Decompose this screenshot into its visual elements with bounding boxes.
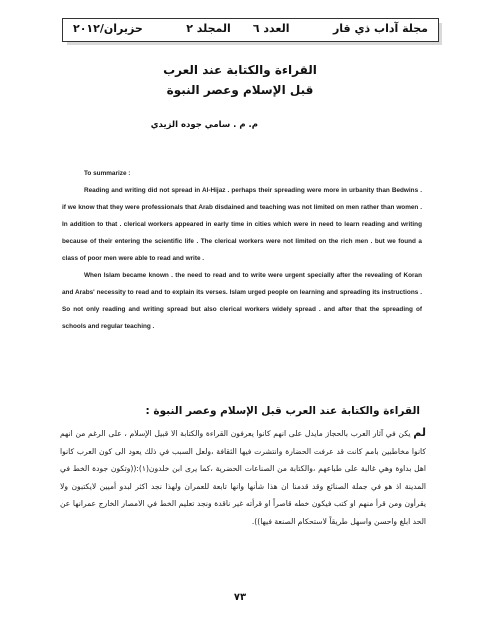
journal-name: مجلة آداب ذي قار bbox=[332, 22, 428, 35]
paper-title bbox=[0, 60, 480, 100]
page-number: ٧٣ bbox=[233, 592, 247, 603]
summary-paragraph-2: When Islam became known . the need to read and to write were urgent specially after the revealing of Koran and Arabs' necessity to read and to explain its verses. Islam urged people on learning and spreading its instructions . So not only reading and writing spread but also clerical workers widely spread . and after that the spreading of schools and regular teaching . bbox=[62, 272, 422, 330]
arabic-paragraph: يكن في آثار العرب بالحجاز مايدل على انهم كانوا يعرفون القراءة والكتابة الا قبيل الإسلام ، على الرغم من انهم كانوا مخاطبين بامم كانت قد عرفت الحضارة وانتشرت فيها الثقافة ،ولعل السبب في ذلك يعود الى كون العرب كانوا اهل بداوة وهي غالبة على طباعهم ،والكتابة من الصناعات الحضرية ،كما يرى ابن خلدون(١):((وتكون جودة الخط في المدينة اذ هو في جملة الصنائع وقد قدمنا ان هذا شأنها وانها تابعة للعمران ولهذا نجد اكثر لبدو أميين لايكتبون ولا يقرأون ومن قرأ منهم او كتب فيكون خطه قاصراً او قرأته غير ناقدة ونجد تعليم الخط في الامصار الخارج عمرانها عن الحد ابلغ واحسن واسهل طريقاً لاستحكام الصنعة فيها)). bbox=[60, 429, 427, 526]
title-line-2: قبل الإسلام وعصر النبوة bbox=[166, 83, 314, 97]
section-heading: القراءة والكتابة عند العرب قبل الإسلام وعصر النبوة : bbox=[145, 405, 420, 417]
issue-number: العدد ٦ bbox=[252, 22, 290, 35]
english-summary bbox=[62, 165, 422, 335]
summary-paragraph-1: Reading and writing did not spread in Al-Hijaz . perhaps their spreading were more in urbanity than Bedwins . if we know that they were professionals that Arab disdained and teaching was not limited on men rather than women . In addition to that . clerical workers appeared in early time in cities which were in need to learn reading and writing because of their entering the scientific life . The clerical workers were not limited on the rich men . but we found a class of poor men were able to read and write . bbox=[62, 187, 422, 262]
title-line-1: القراءة والكتابة عند العرب bbox=[163, 63, 317, 77]
summary-heading: To summarize : bbox=[84, 170, 131, 177]
volume-number: المجلد ٢ bbox=[186, 22, 231, 35]
arabic-body bbox=[60, 424, 426, 530]
journal-header bbox=[62, 18, 439, 42]
drop-cap: لم bbox=[413, 426, 426, 439]
author-name: م. م . سامي جوده الزيدي bbox=[150, 120, 258, 130]
issue-volume bbox=[186, 22, 289, 35]
issue-date: حزيران/٢٠١٢ bbox=[73, 22, 143, 35]
header-row bbox=[63, 22, 438, 35]
